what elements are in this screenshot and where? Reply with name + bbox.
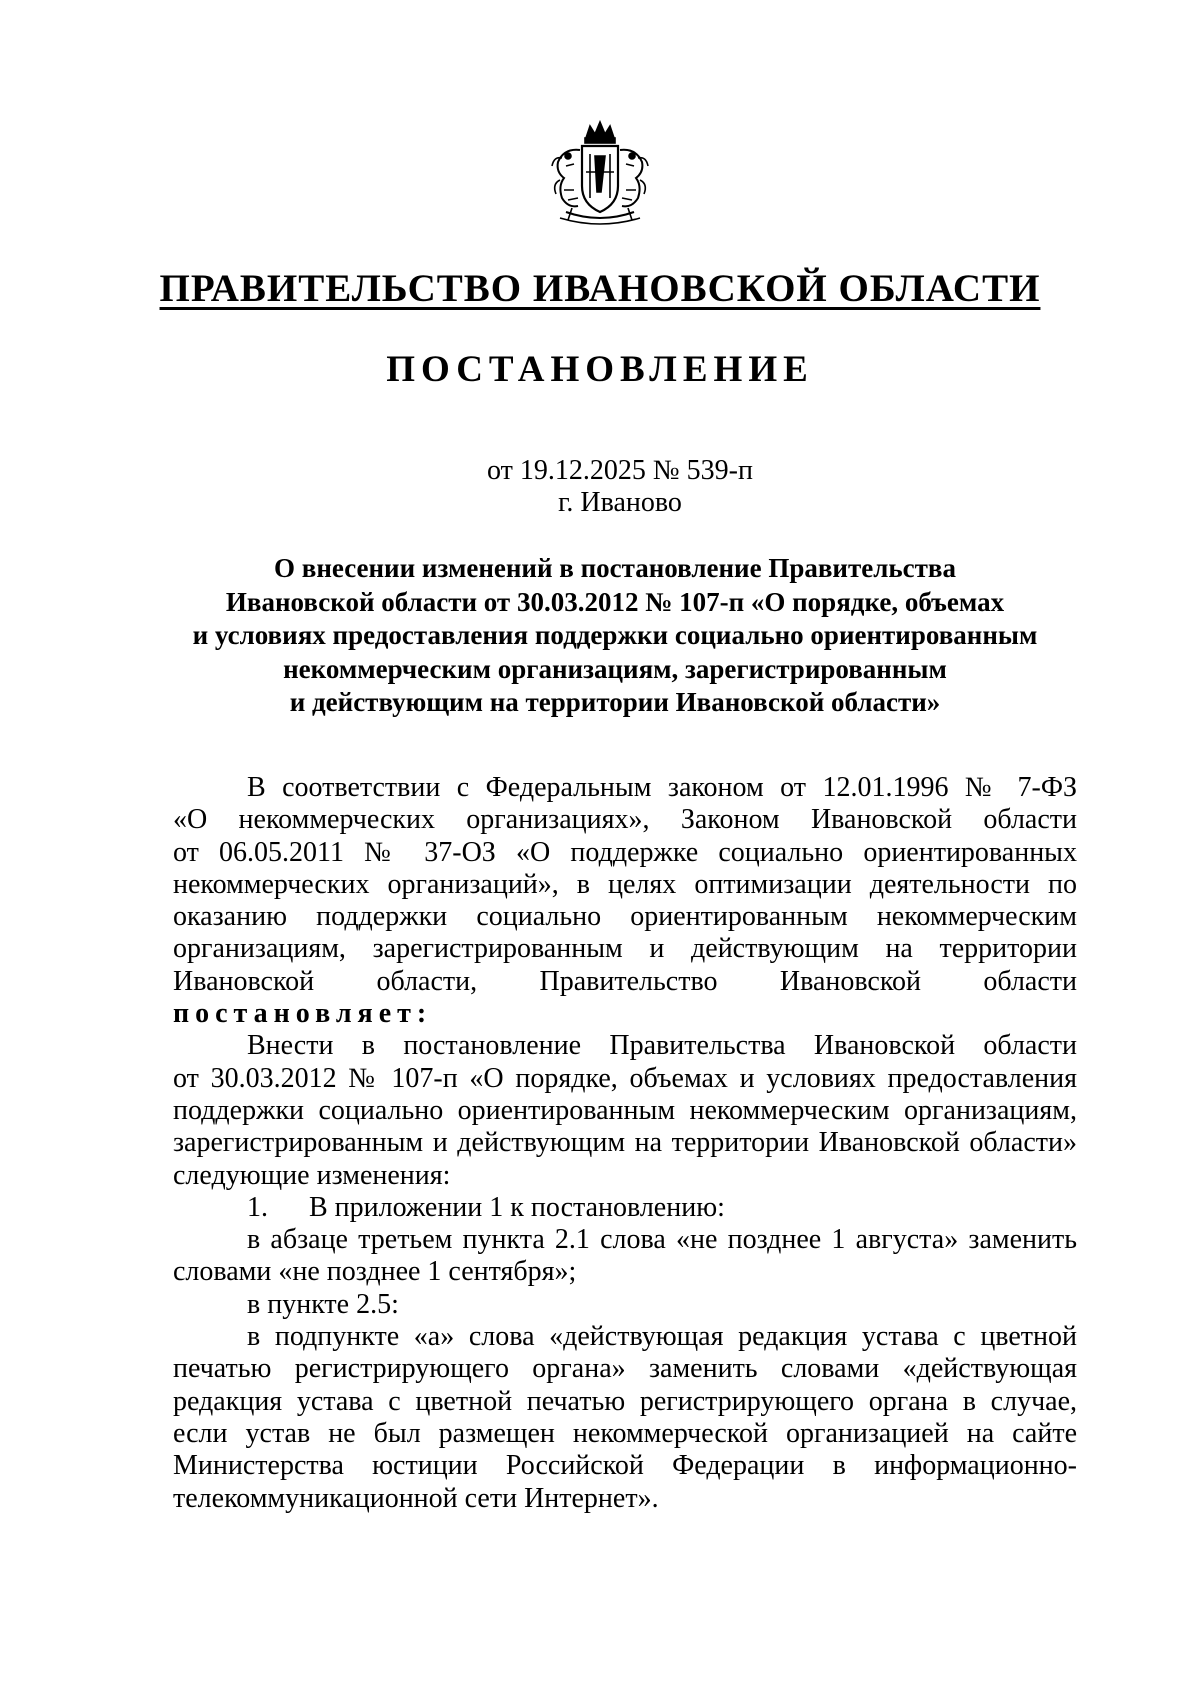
body-line: некоммерческих организаций», в целях оптимизации деятельности по — [173, 868, 1077, 900]
resolution-word: постановляет: — [173, 998, 433, 1030]
body-line: Министерства юстиции Российской Федерации в информационно- — [173, 1450, 1077, 1482]
body-line: Ивановской области, Правительство Ивановской области — [173, 965, 1077, 997]
numbered-item — [173, 1192, 1077, 1224]
body-line: организациям, зарегистрированным и действующим на территории — [173, 933, 1077, 965]
body-line: если устав не был размещен некоммерческой организацией на сайте — [173, 1417, 1077, 1449]
document-city: г. Иваново — [558, 487, 682, 518]
body-line: следующие изменения: — [173, 1159, 451, 1191]
document-date-number: от 19.12.2025 № 539-п — [487, 455, 753, 486]
title-line: и действующим на территории Ивановской области» — [289, 687, 941, 717]
government-heading: ПРАВИТЕЛЬСТВО ИВАНОВСКОЙ ОБЛАСТИ — [159, 267, 1041, 310]
title-line: О внесении изменений в постановление Правительства — [274, 553, 956, 583]
body-line: в подпункте «а» слова «действующая редакция устава с цветной — [247, 1321, 1077, 1353]
body-line: «О некоммерческих организациях», Законом Ивановской области — [173, 804, 1077, 836]
body-line: Внести в постановление Правительства Ивановской области — [247, 1030, 1077, 1062]
body-line: В соответствии с Федеральным законом от 12.01.1996 № 7-ФЗ — [247, 772, 1077, 803]
document-title — [150, 552, 1080, 720]
body-line: поддержки социально ориентированным некоммерческим организациям, — [173, 1094, 1077, 1126]
body-line: зарегистрированным и действующим на территории Ивановской области» — [173, 1127, 1077, 1159]
body-line: словами «не позднее 1 сентября»; — [173, 1256, 577, 1288]
body-line: телекоммуникационной сети Интернет». — [173, 1482, 659, 1514]
item-number: 1. — [247, 1191, 268, 1223]
body-line: в пункте 2.5: — [247, 1288, 399, 1320]
title-line: Ивановской области от 30.03.2012 № 107-п «О порядке, объемах — [225, 586, 1005, 617]
coat-of-arms-icon — [548, 120, 653, 230]
body-line: редакция устава с цветной печатью регистрирующего органа в случае, — [173, 1385, 1077, 1417]
body-line: печатью регистрирующего органа» заменить словами «действующая — [173, 1353, 1077, 1385]
title-line: и условиях предоставления поддержки социально ориентированным — [192, 620, 1038, 650]
title-line: некоммерческим организациям, зарегистрированным — [283, 653, 947, 684]
item-text: В приложении 1 к постановлению: — [309, 1191, 725, 1223]
body-line: в абзаце третьем пункта 2.1 слова «не позднее 1 августа» заменить — [247, 1224, 1077, 1256]
body-line: от 30.03.2012 № 107-п «О порядке, объемах и условиях предоставления — [173, 1062, 1077, 1094]
body-line: оказанию поддержки социально ориентированным некоммерческим — [173, 901, 1077, 933]
body-line: от 06.05.2011 № 37-ОЗ «О поддержке социально ориентированных — [173, 836, 1077, 868]
document-body — [173, 772, 1077, 1515]
document-type-heading: ПОСТАНОВЛЕНИЕ — [386, 349, 814, 390]
